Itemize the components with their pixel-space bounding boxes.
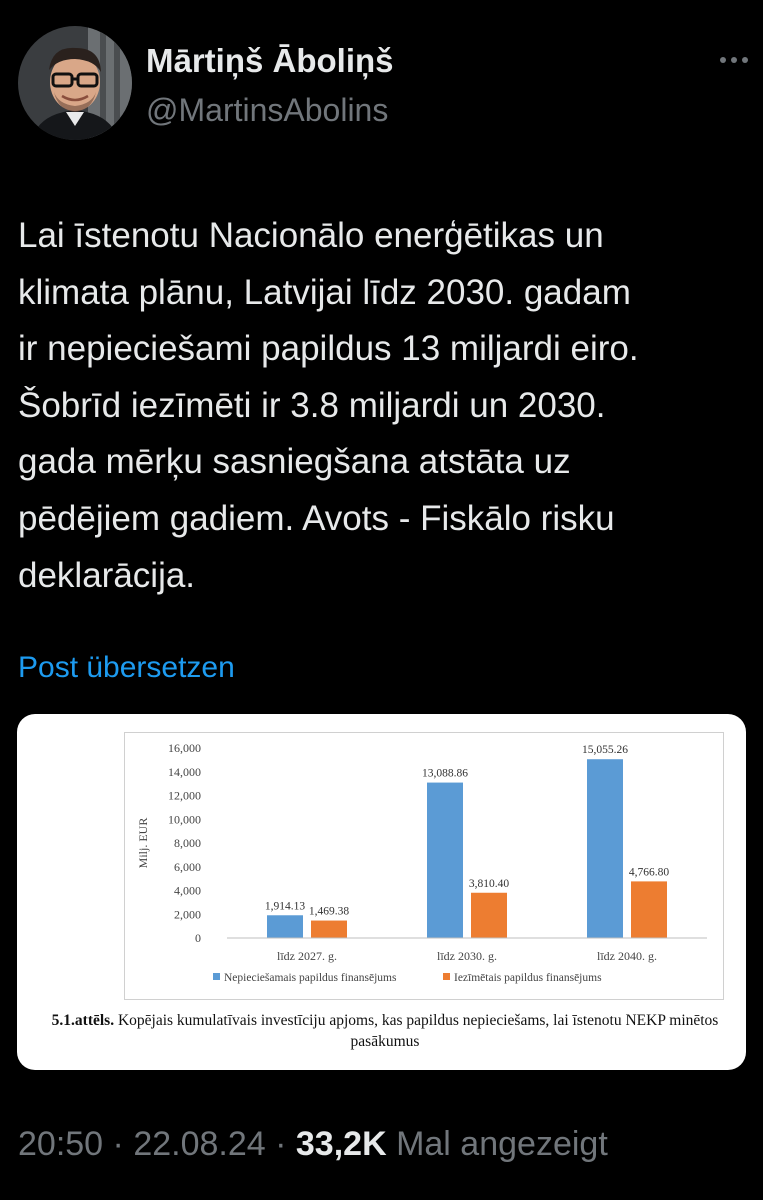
x-axis	[227, 938, 707, 963]
views-label: Mal angezeigt	[396, 1125, 608, 1163]
bar	[631, 881, 667, 938]
x-tick-label: līdz 2027. g.	[277, 949, 337, 963]
meta-separator: ·	[265, 1125, 296, 1163]
y-tick-label: 0	[195, 931, 201, 945]
bar	[427, 783, 463, 938]
bar	[587, 759, 623, 938]
x-tick-label: līdz 2030. g.	[437, 949, 497, 963]
figure-caption-label: 5.1.attēls.	[51, 1012, 115, 1029]
post-time[interactable]: 20:50	[18, 1125, 104, 1163]
data-label: 3,810.40	[468, 877, 510, 890]
more-horizontal-icon	[714, 48, 754, 72]
bars	[265, 744, 670, 938]
bar	[267, 915, 303, 938]
bar	[471, 893, 507, 938]
y-axis	[136, 741, 201, 945]
profile-photo	[18, 26, 132, 140]
bar	[311, 921, 347, 938]
data-label: 4,766.80	[628, 866, 670, 879]
y-axis-title: Milj. EUR	[136, 817, 150, 869]
y-tick-label: 10,000	[168, 812, 201, 827]
data-label: 15,055.26	[582, 744, 628, 757]
legend-swatch	[213, 973, 220, 980]
meta-separator: ·	[103, 1125, 134, 1163]
y-tick-label: 16,000	[168, 741, 201, 755]
data-label: 13,088.86	[422, 767, 468, 780]
author-handle[interactable]: @MartinsAbolins	[146, 92, 389, 128]
media-image[interactable]	[17, 714, 746, 1070]
author-display-name[interactable]: Mārtiņš Āboliņš	[146, 42, 394, 79]
y-tick-label: 4,000	[174, 883, 201, 898]
tweet-text: Lai īstenotu Nacionālo enerģētikas un klimata plānu, Latvijai līdz 2030. gadam ir nepieciešami papildus 13 miljardi eiro. Šobrīd iezīmēti ir 3.8 miljardi un 2030. gada mērķu sasniegšana atstāta uz pēdējiem gadiem. Avots - Fiskālo risku deklarācija.	[18, 216, 639, 595]
legend-swatch	[443, 973, 450, 980]
avatar[interactable]	[18, 26, 132, 140]
data-label: 1,469.38	[308, 905, 350, 918]
tweet-meta	[18, 1122, 608, 1166]
figure-caption	[35, 1010, 735, 1052]
data-label: 1,914.13	[264, 900, 306, 913]
y-tick-label: 12,000	[168, 788, 201, 803]
y-tick-label: 6,000	[174, 859, 201, 874]
views-count: 33,2K	[295, 1125, 387, 1163]
post-date[interactable]: 22.08.24	[133, 1125, 266, 1163]
legend-label: Iezīmētais papildus finansējums	[454, 972, 602, 984]
y-tick-label: 14,000	[168, 764, 201, 779]
bar-chart	[17, 714, 746, 1010]
figure-caption-text: Kopējais kumulatīvais investīciju apjoms, kas papildus nepieciešams, lai īstenotu NEKP minētos pasākumus	[114, 1012, 719, 1050]
translate-post-link[interactable]: Post übersetzen	[18, 651, 235, 684]
y-tick-label: 8,000	[174, 836, 201, 850]
legend-label: Nepieciešamais papildus finansējums	[224, 972, 397, 984]
x-tick-label: līdz 2040. g.	[597, 949, 657, 963]
y-tick-label: 2,000	[174, 907, 201, 922]
more-options-button[interactable]	[714, 48, 754, 72]
legend	[213, 972, 602, 984]
